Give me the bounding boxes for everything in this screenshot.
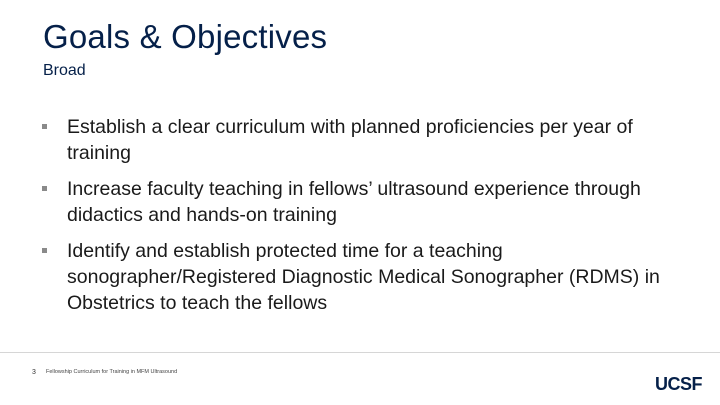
bullet-text: Establish a clear curriculum with planned proficiencies per year of training [67,116,633,164]
bullet-list [42,114,662,326]
slide-subtitle: Broad [43,62,86,79]
bullet-item [42,176,662,228]
bullet-item [42,238,662,316]
square-bullet-icon [42,124,47,129]
bullet-item [42,114,662,166]
footer-text: Fellowship Curriculum for Training in MFM Ultrasound [46,369,178,375]
square-bullet-icon [42,186,47,191]
bullet-text: Increase faculty teaching in fellows’ ultrasound experience through didactics and hands‑on training [67,178,641,226]
page-number: 3 [32,369,36,376]
ucsf-logo: UCSF [655,374,702,394]
slide-title: Goals & Objectives [43,18,328,55]
bullet-text: Identify and establish protected time for a teaching sonographer/Registered Diagnostic Medical Sonographer (RDMS) in Obstetrics to teach the fellows [67,240,660,314]
square-bullet-icon [42,248,47,253]
footer-divider [0,352,720,353]
